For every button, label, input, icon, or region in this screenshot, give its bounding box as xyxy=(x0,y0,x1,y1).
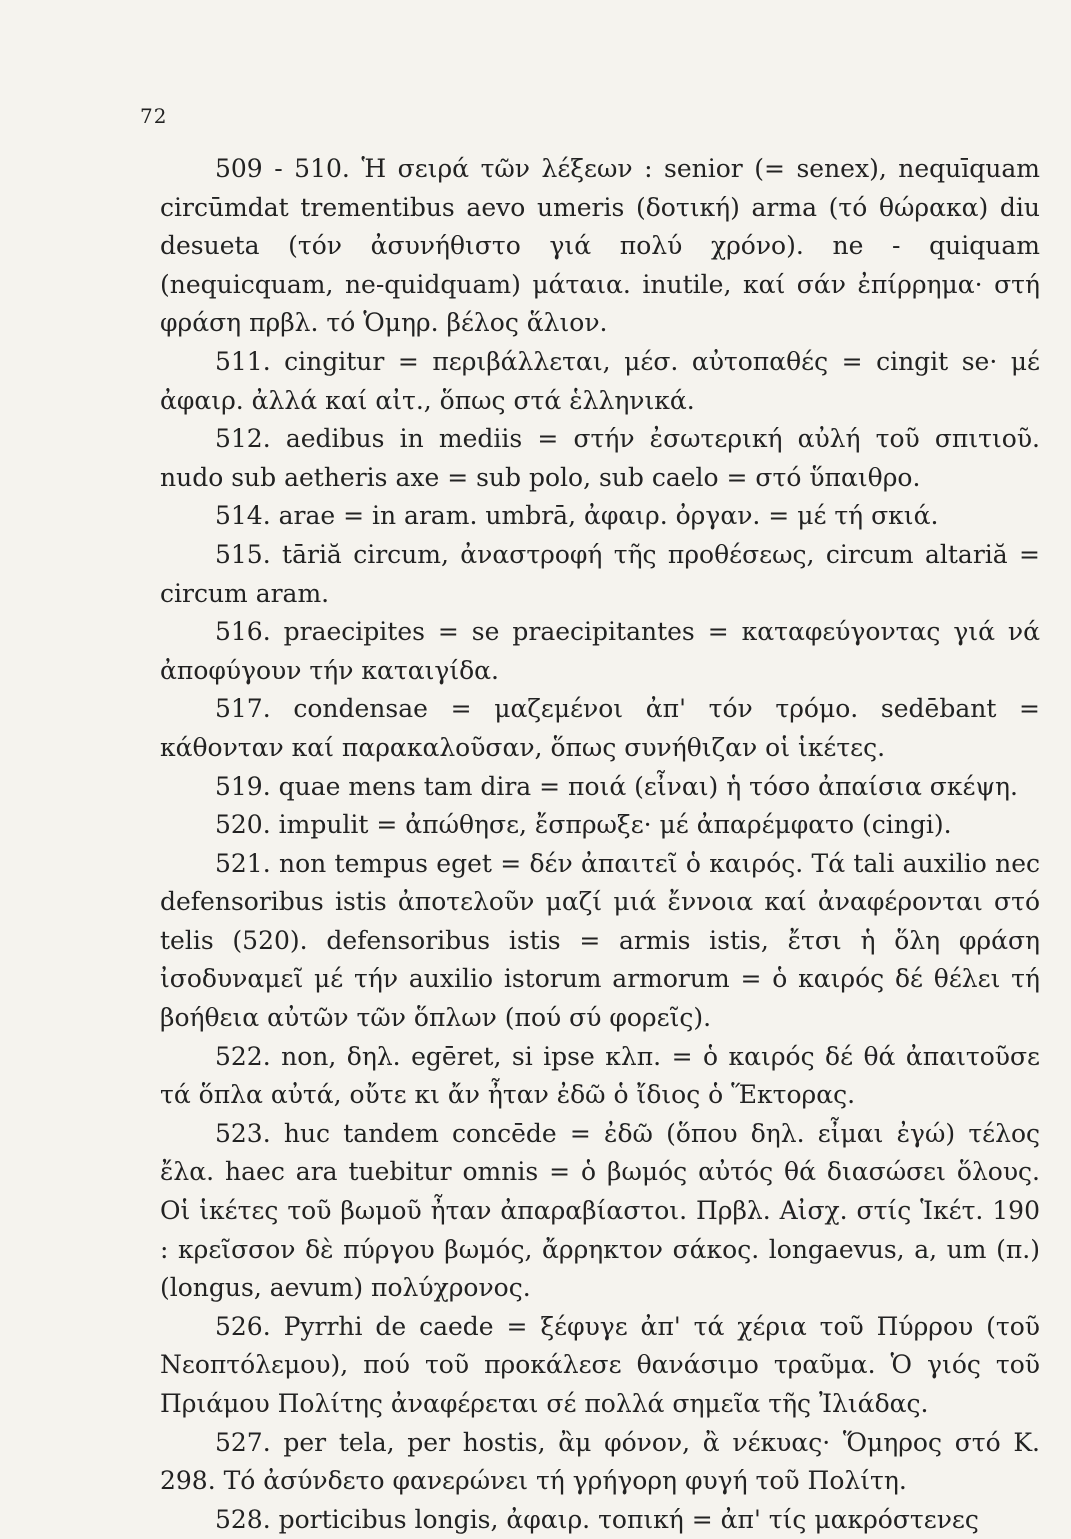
commentary-entry-523: 523. huc tandem concēde = ἐδῶ (ὅπου δηλ. εἶμαι ἐγώ) τέλος ἔλα. haec ara tuebitur omnis = ὁ βωμός αὐτός θά διασώσει ὅλους. Οἱ ἱκέτες τοῦ βωμοῦ ἦταν ἀπαραβίαστοι. Πρβλ. Αἰσχ. στίς Ἱκέτ. 190 : κρεῖσσον δὲ πύργου βωμός, ἄρρηκτον σάκος. longaevus, a, um (π.) (longus, aevum) πολύχρονος. xyxy=(160,1118,1040,1303)
commentary-entry-509-510: 509 - 510. Ἡ σειρά τῶν λέξεων : senior (= senex), nequīquam circūmdat trementibus aevo umeris (δοτική) arma (τό θώρακα) diu desueta (τόν ἀσυνήθιστο γιά πολύ χρόνο). ne - quiquam (nequicquam, ne-quidquam) μάταια. inutile, καί σάν ἐπίρρημα· στή φράση πρβλ. τό Ὁμηρ. βέλος ἅλιον. xyxy=(160,154,1040,338)
commentary-body xyxy=(160,150,1040,1539)
commentary-entry-520: 520. impulit = ἀπώθησε, ἔσπρωξε· μέ ἀπαρέμφατο (cingi). xyxy=(215,810,952,840)
commentary-entry-526: 526. Pyrrhi de caede = ξέφυγε ἀπ' τά χέρια τοῦ Πύρρου (τοῦ Νεοπτόλεμου), πού τοῦ προκάλεσε θανάσιμο τραῦμα. Ὁ γιός τοῦ Πριάμου Πολίτης ἀναφέρεται σέ πολλά σημεῖα τῆς Ἰλιάδας. xyxy=(160,1311,1040,1418)
commentary-entry-514: 514. arae = in aram. umbrā, ἀφαιρ. ὀργαν. = μέ τή σκιά. xyxy=(215,501,939,531)
page-number: 72 xyxy=(140,104,168,128)
commentary-entry-517: 517. condensae = μαζεμένοι ἀπ' τόν τρόμο. sedēbant = κάθονταν καί παρακαλοῦσαν, ὅπως συνήθιζαν οἱ ἱκέτες. xyxy=(160,694,1040,762)
commentary-entry-515: 515. tāriă circum, ἀναστροφή τῆς προθέσεως, circum altariă = circum aram. xyxy=(160,539,1040,608)
commentary-entry-528: 528. porticibus longis, ἀφαιρ. τοπική = ἀπ' τίς μακρόστενες xyxy=(215,1504,979,1534)
commentary-entry-519: 519. quae mens tam dira = ποιά (εἶναι) ἡ τόσο ἀπαίσια σκέψη. xyxy=(215,771,1018,801)
commentary-entry-511: 511. cingitur = περιβάλλεται, μέσ. αὐτοπαθές = cingit se· μέ ἀφαιρ. ἀλλά καί αἰτ., ὅπως στά ἑλληνικά. xyxy=(160,346,1040,415)
commentary-entry-522: 522. non, δηλ. egēret, si ipse κλπ. = ὁ καιρός δέ θά ἀπαιτοῦσε τά ὅπλα αὐτά, οὔτε κι ἄν ἦταν ἐδῶ ὁ ἴδιος ὁ Ἕκτορας. xyxy=(160,1041,1040,1110)
commentary-entry-521: 521. non tempus eget = δέν ἀπαιτεῖ ὁ καιρός. Τά tali auxilio nec defensoribus istis ἀποτελοῦν μαζί μιά ἔννοια καί ἀναφέρονται στό telis (520). defensoribus istis = armis istis, ἔτσι ἡ ὅλη φράση ἰσοδυναμεῖ μέ τήν auxilio istorum armorum = ὁ καιρός δέ θέλει τή βοήθεια αὐτῶν τῶν ὅπλων (πού σύ φορεῖς). xyxy=(160,848,1040,1033)
commentary-entry-512: 512. aedibus in mediis = στήν ἐσωτερική αὐλή τοῦ σπιτιοῦ. nudo sub aetheris axe = sub polo, sub caelo = στό ὕπαιθρο. xyxy=(160,424,1040,492)
commentary-entry-516: 516. praecipites = se praecipitantes = καταφεύγοντας γιά νά ἀποφύγουν τήν καταιγίδα. xyxy=(160,617,1040,685)
commentary-entry-527: 527. per tela, per hostis, ἂμ φόνον, ἂ νέκυας· Ὅμηρος στό Κ. 298. Τό ἀσύνδετο φανερώνει τή γρήγορη φυγή τοῦ Πολίτη. xyxy=(160,1427,1040,1496)
